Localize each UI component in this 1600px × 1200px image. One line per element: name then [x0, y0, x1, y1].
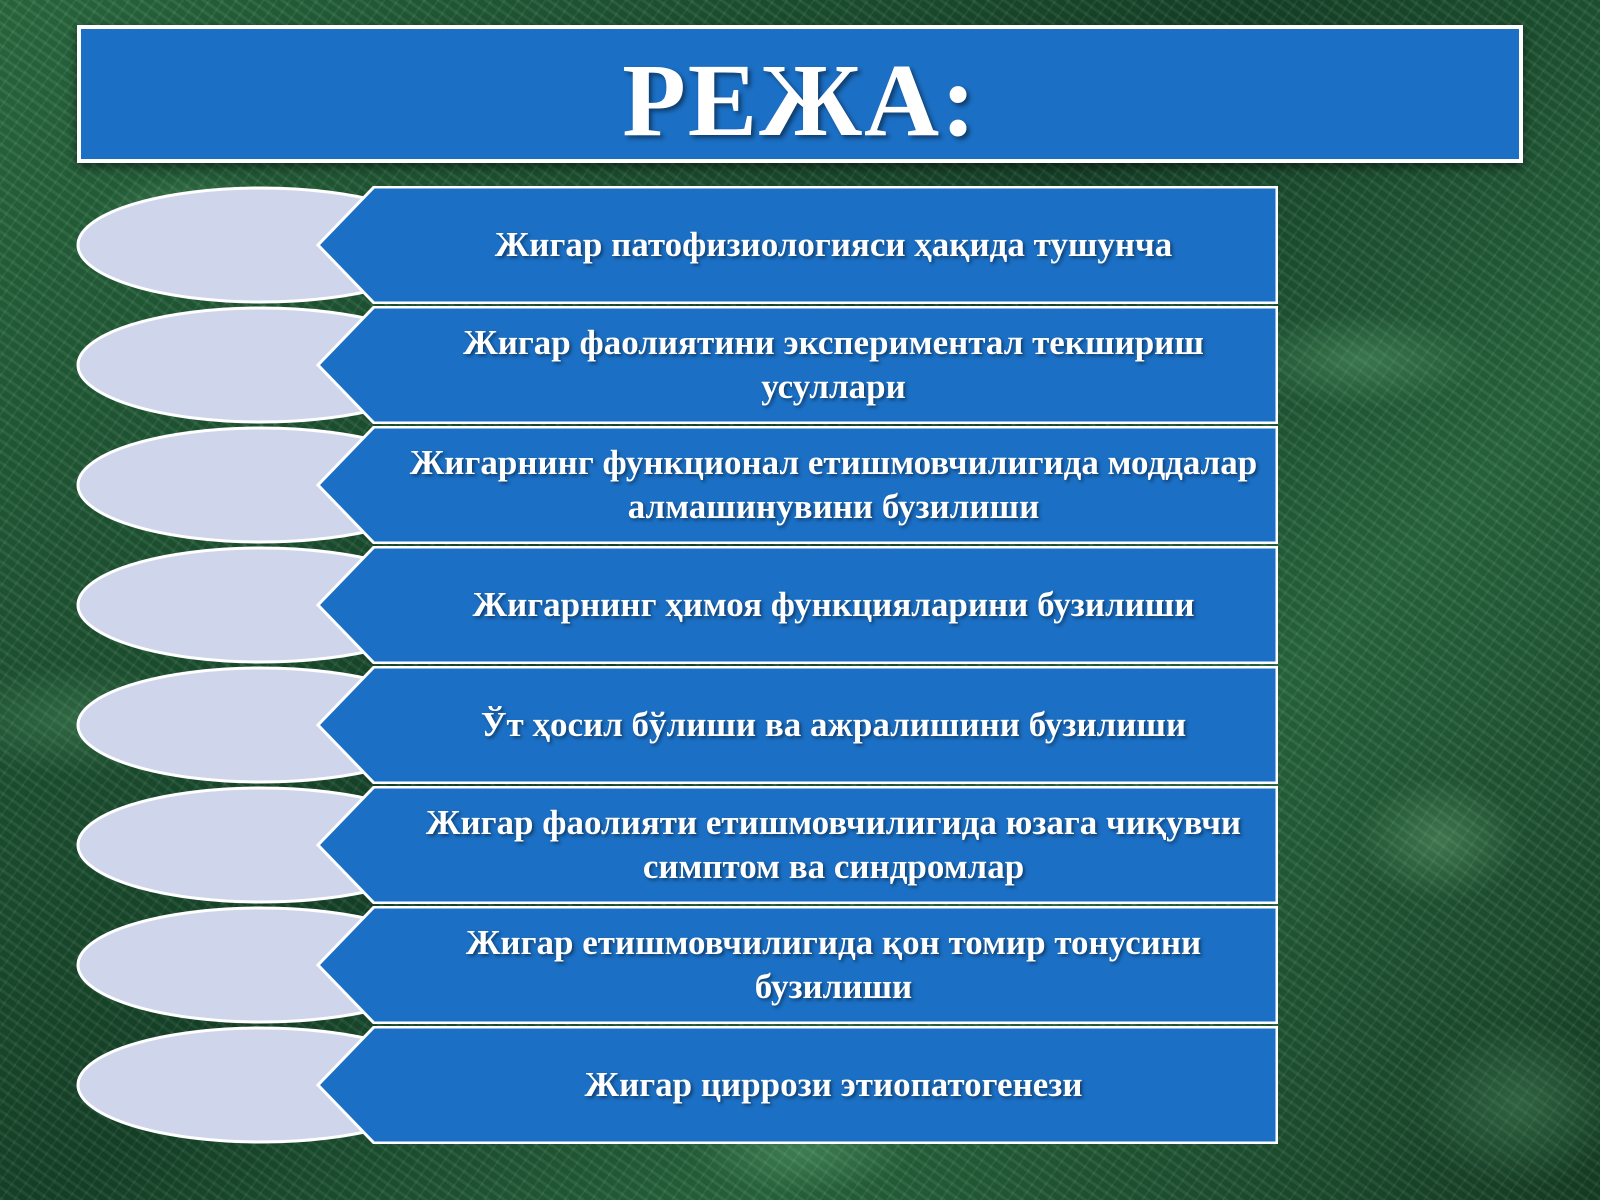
list-item-label: Жигар патофизиологияси ҳақида тушунча — [494, 225, 1173, 264]
list-item — [76, 1026, 1281, 1144]
list-item-label: Жигар етишмовчилигида қон томир тонусини бузилиши — [465, 923, 1202, 1006]
list-item — [76, 546, 1281, 664]
list-item-label: Жигарнинг функционал етишмовчилигида моддалар алмашинувини бузилиши — [409, 443, 1258, 526]
list-item — [76, 306, 1281, 424]
list-item — [76, 906, 1281, 1024]
list-item — [76, 186, 1281, 304]
list-item — [76, 666, 1281, 784]
list-item-label: Жигар фаолиятини экспериментал текшириш усуллари — [463, 323, 1204, 406]
title-bar — [77, 25, 1523, 163]
list-item-label: Жигар циррози этиопатогенези — [584, 1065, 1083, 1104]
slide-title: РЕЖА: — [622, 42, 978, 158]
list-item-label: Ўт ҳосил бўлиши ва ажралишини бузилиши — [480, 705, 1187, 744]
list-item-label: Жигар фаолияти етишмовчилигида юзага чиқувчи симптом ва синдромлар — [425, 803, 1242, 886]
list-item — [76, 786, 1281, 904]
list-item-label: Жигарнинг ҳимоя функцияларини бузилиши — [472, 585, 1195, 624]
list-item — [76, 426, 1281, 544]
plan-list — [76, 186, 1281, 1150]
